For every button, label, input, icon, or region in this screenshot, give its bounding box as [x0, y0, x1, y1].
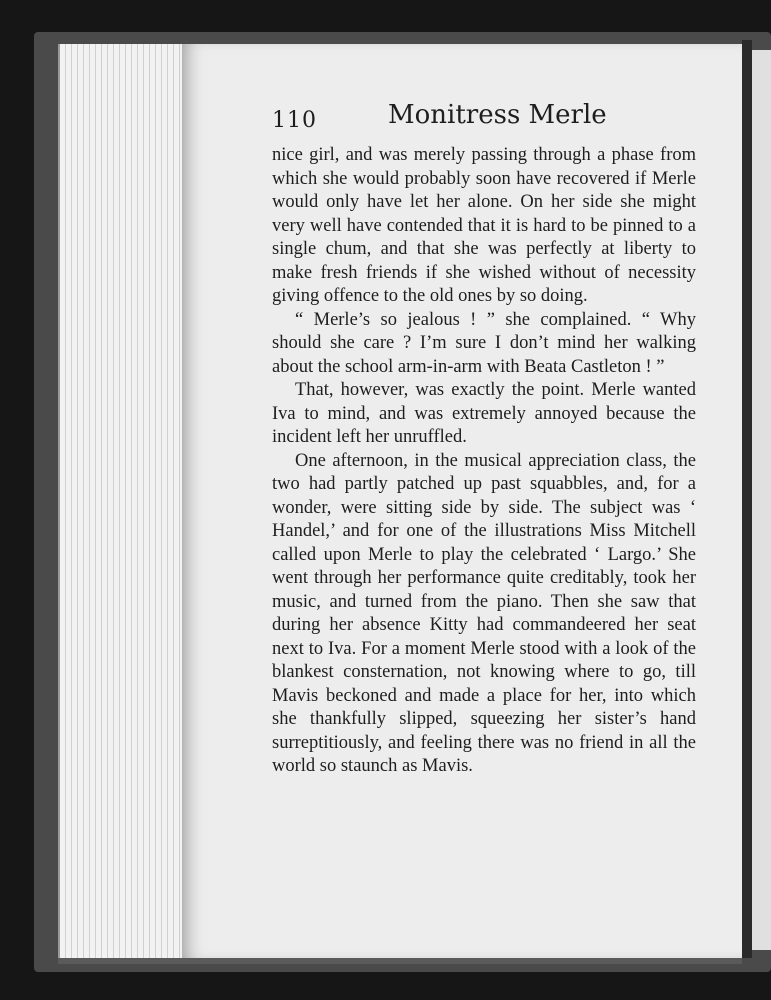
- page-header: [272, 100, 696, 140]
- paragraph-1: nice girl, and was merely passing through a phase from which she would probably soon have recovered if Merle would only have let her alone. On her side she might very well have contended that it is hard to be pinned to a single chum, and that she was perfectly at liberty to make fresh friends if she wished without of necessity giving offence to the old ones by so doing.: [272, 145, 696, 306]
- paragraph-4: One afternoon, in the musical appreciation class, the two had partly patched up past squabbles, and, for a wonder, were sitting side by side. The subject was ‘ Handel,’ and for one of the illustrations Miss Mitchell called upon Merle to play the celebrated ‘ Largo.’ She went through her performance quite creditably, took her music, and turned from the piano. Then she saw that during her absence Kitty had commandeered her seat next to Iva. For a moment Merle stood with a look of the blankest consternation, not knowing where to go, till Mavis beckoned and made a place for her, into which she thankfully slipped, squeezing her sister’s hand surreptitiously, and feeling there was no friend in all the world so staunch as Mavis.: [272, 450, 696, 776]
- facing-page-edge: [752, 50, 771, 950]
- page-edges: [58, 44, 184, 958]
- paragraph-3: That, however, was exactly the point. Merle wanted Iva to mind, and was extremely annoyed because the incident left her unruffled.: [272, 380, 696, 447]
- book-gutter: [742, 40, 752, 958]
- running-title: Monitress Merle: [388, 100, 607, 130]
- cover-bottom-edge: [58, 958, 742, 964]
- page-number: 110: [272, 108, 317, 133]
- paragraph-2: “ Merle’s so jealous ! ” she complained. “ Why should she care ? I’m sure I don’t mind her walking about the school arm-in-arm with Beata Castleton ! ”: [272, 309, 696, 377]
- body-text: [272, 144, 696, 779]
